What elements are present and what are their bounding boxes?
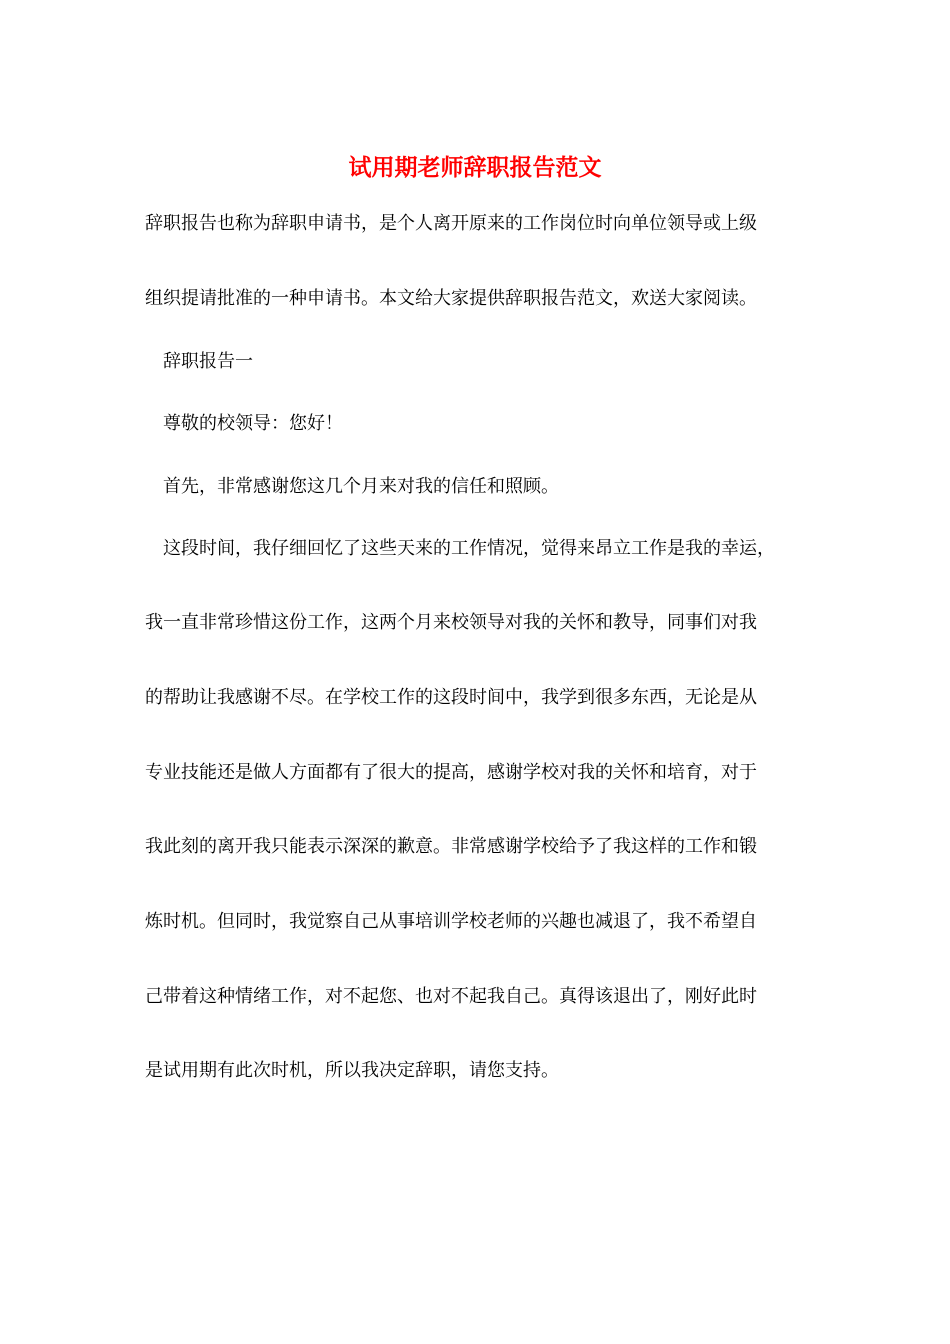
intro-line-1: 辞职报告也称为辞职申请书，是个人离开原来的工作岗位时向单位领导或上级 [145,213,757,234]
salutation: 尊敬的校领导：您好！ [163,413,343,434]
body-line: 专业技能还是做人方面都有了很大的提高，感谢学校对我的关怀和培育，对于 [145,762,757,783]
document-title: 试用期老师辞职报告范文 [348,154,602,181]
body-line: 这段时间，我仔细回忆了这些天来的工作情况，觉得来昂立工作是我的幸运， [163,538,775,559]
body-line: 己带着这种情绪工作，对不起您、也对不起我自己。真得该退出了，刚好此时 [145,986,757,1007]
body-line: 我此刻的离开我只能表示深深的歉意。非常感谢学校给予了我这样的工作和锻 [145,836,757,857]
body-line: 炼时机。但同时，我觉察自己从事培训学校老师的兴趣也减退了，我不希望自 [145,911,757,932]
body-line: 是试用期有此次时机，所以我决定辞职，请您支持。 [145,1060,559,1081]
section-heading: 辞职报告一 [163,351,253,372]
thanks-line: 首先，非常感谢您这几个月来对我的信任和照顾。 [163,476,559,497]
intro-line-2: 组织提请批准的一种申请书。本文给大家提供辞职报告范文，欢送大家阅读。 [145,288,757,309]
body-line: 我一直非常珍惜这份工作，这两个月来校领导对我的关怀和教导，同事们对我 [145,612,757,633]
body-line: 的帮助让我感谢不尽。在学校工作的这段时间中，我学到很多东西，无论是从 [145,687,757,708]
